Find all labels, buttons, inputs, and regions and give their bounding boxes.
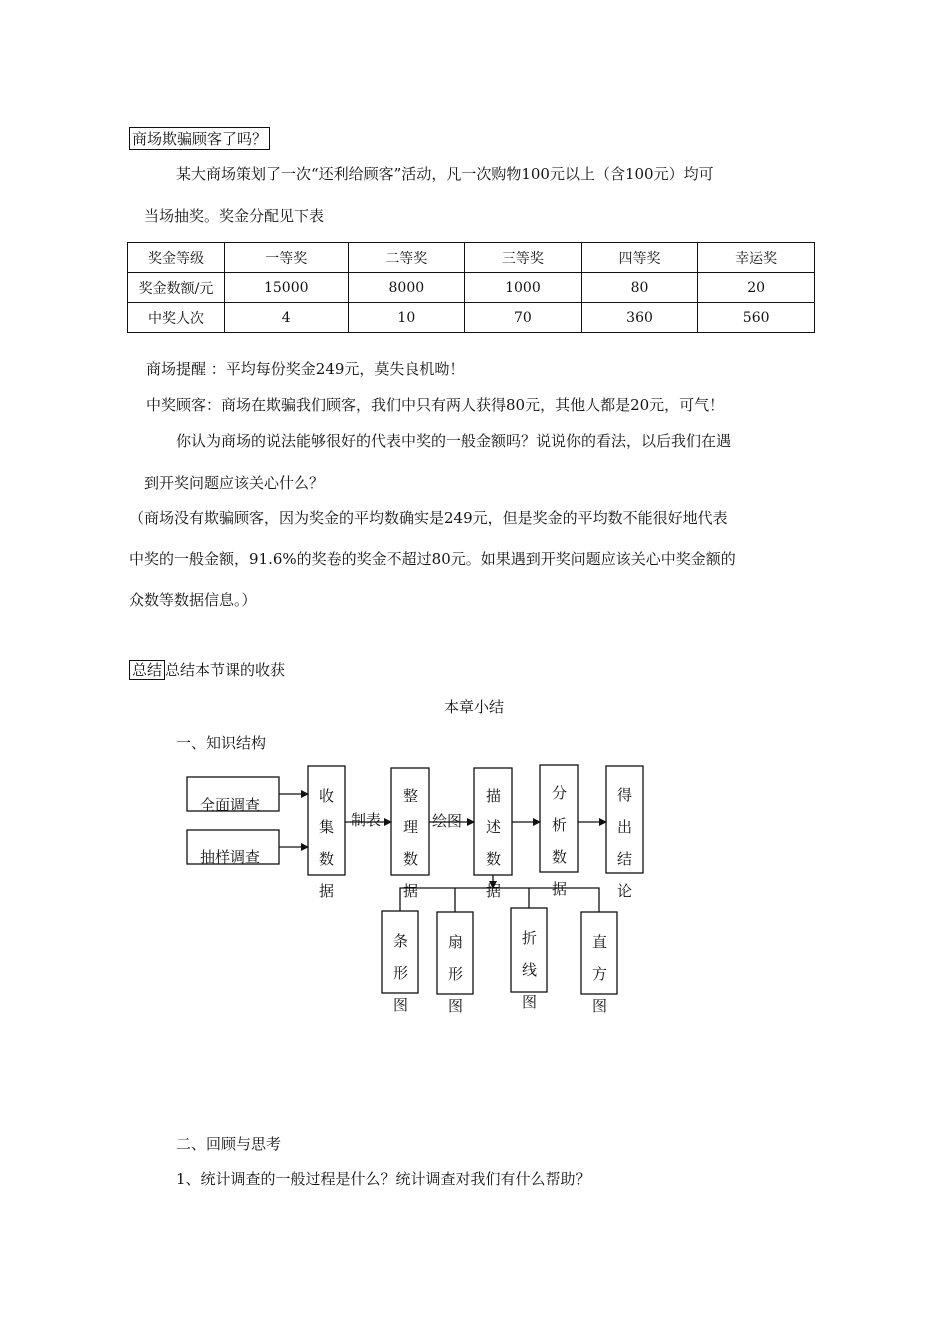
conclude-char: 出 <box>617 818 633 836</box>
table-cell: 70 <box>465 303 582 333</box>
describe-char: 述 <box>486 818 502 836</box>
bar-chart-char: 形 <box>393 964 409 982</box>
summary-tag: 总结 <box>129 660 165 680</box>
organize-char: 数 <box>403 850 419 868</box>
collect-char: 收 <box>319 787 335 805</box>
conclude-char: 论 <box>617 882 633 900</box>
answer-line-3: 众数等数据信息。） <box>129 591 257 609</box>
question-line-1: 你认为商场的说法能够很好的代表中奖的一般金额吗？说说你的看法，以后我们在遇 <box>176 432 732 450</box>
table-cell: 560 <box>698 303 815 333</box>
histogram-char: 方 <box>592 965 608 983</box>
survey-sample-label: 抽样调查 <box>200 848 261 866</box>
line-chart-char: 线 <box>522 961 538 979</box>
conclude-char: 结 <box>617 850 633 868</box>
table-cell: 奖金数额/元 <box>128 273 225 303</box>
table-cell: 10 <box>348 303 465 333</box>
intro-line-2: 当场抽奖。奖金分配见下表 <box>144 207 325 225</box>
table-cell: 四等奖 <box>581 243 698 273</box>
chapter-title: 本章小结 <box>444 698 505 716</box>
table-cell: 二等奖 <box>348 243 465 273</box>
pie-chart-char: 扇 <box>448 933 464 951</box>
collect-char: 数 <box>319 850 335 868</box>
organize-char: 据 <box>403 882 419 900</box>
describe-char: 数 <box>486 850 502 868</box>
table-cell: 奖金等级 <box>128 243 225 273</box>
describe-char: 据 <box>486 882 502 900</box>
analyze-char: 析 <box>552 816 568 834</box>
collect-char: 集 <box>319 818 335 836</box>
line-chart-char: 折 <box>522 929 538 947</box>
analyze-char: 数 <box>552 848 568 866</box>
conclude-char: 得 <box>617 786 633 804</box>
question-line-2: 到开奖问题应该关心什么？ <box>144 474 325 492</box>
knowledge-heading: 一、知识结构 <box>176 734 267 752</box>
table-cell: 360 <box>581 303 698 333</box>
answer-line-2: 中奖的一般金额，91.6%的奖卷的奖金不超过80元。如果遇到开奖问题应该关心中奖金额的 <box>129 550 736 568</box>
table-cell: 8000 <box>348 273 465 303</box>
organize-char: 理 <box>403 818 419 836</box>
summary-text: 总结本节课的收获 <box>165 661 286 679</box>
histogram-char: 图 <box>592 997 608 1015</box>
table-cell: 20 <box>698 273 815 303</box>
analyze-char: 分 <box>552 784 568 802</box>
bar-chart-char: 条 <box>393 932 409 950</box>
describe-char: 描 <box>486 787 502 805</box>
table-cell: 一等奖 <box>225 243 349 273</box>
pie-chart-char: 图 <box>448 997 464 1015</box>
customer-complaint: 中奖顾客：商场在欺骗我们顾客，我们中只有两人获得80元，其他人都是20元，可气！ <box>146 396 725 414</box>
bar-chart-char: 图 <box>393 996 409 1014</box>
table-cell: 幸运奖 <box>698 243 815 273</box>
line-chart-box <box>511 908 547 992</box>
answer-line-1: （商场没有欺骗顾客，因为奖金的平均数确实是249元，但是奖金的平均数不能很好地代表 <box>129 509 728 527</box>
review-heading: 二、回顾与思考 <box>176 1135 282 1153</box>
pie-chart-char: 形 <box>448 965 464 983</box>
organize-char: 整 <box>403 787 419 805</box>
mall-reminder: 商场提醒 ：平均每份奖金249元，莫失良机呦！ <box>146 360 465 378</box>
table-cell: 80 <box>581 273 698 303</box>
histogram-char: 直 <box>592 933 608 951</box>
section-tag: 商场欺骗顾客了吗？ <box>129 127 270 150</box>
edge-plot-label: 绘图 <box>432 812 463 830</box>
analyze-char: 据 <box>552 880 568 898</box>
survey-full-label: 全面调查 <box>200 796 261 814</box>
line-chart-char: 图 <box>522 993 538 1011</box>
table-cell: 中奖人次 <box>128 303 225 333</box>
table-cell: 1000 <box>465 273 582 303</box>
table-cell: 4 <box>225 303 349 333</box>
table-cell: 15000 <box>225 273 349 303</box>
collect-char: 据 <box>319 882 335 900</box>
intro-line-1: 某大商场策划了一次“还利给顾客”活动，凡一次购物100元以上（含100元）均可 <box>176 165 714 183</box>
edge-tabulate-label: 制表 <box>351 811 382 829</box>
table-cell: 三等奖 <box>465 243 582 273</box>
review-question-1: 1、统计调查的一般过程是什么？统计调查对我们有什么帮助？ <box>176 1170 591 1188</box>
